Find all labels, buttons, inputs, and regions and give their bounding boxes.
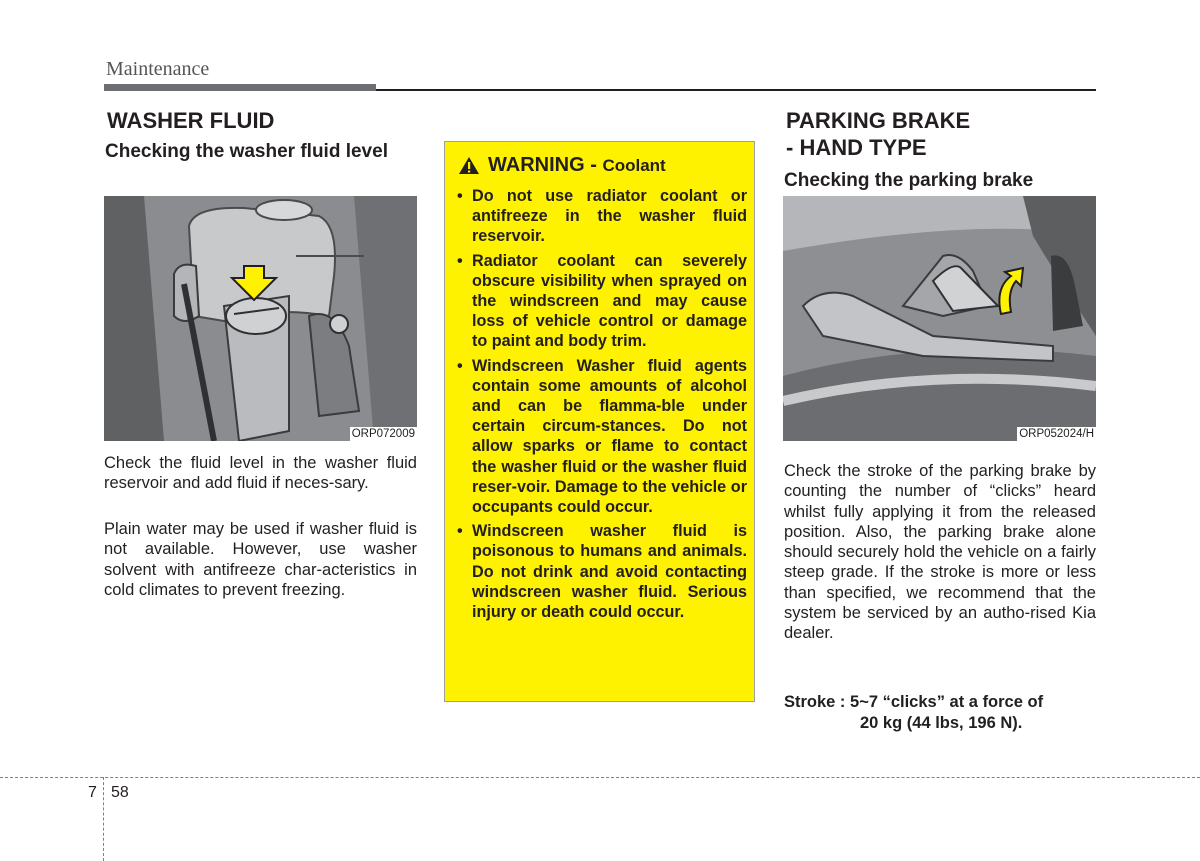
parking-brake-subtitle: Checking the parking brake: [784, 170, 1034, 191]
washer-paragraph-1: Check the fluid level in the washer fluid reservoir and add fluid if neces-sary.: [104, 454, 417, 493]
footer-divider: [0, 777, 1200, 778]
section-label: Maintenance: [106, 58, 210, 80]
footer-vertical-divider: [103, 777, 104, 861]
parking-brake-figure: [783, 196, 1096, 441]
warning-item: • Radiator coolant can severely obscure visibility when sprayed on the windscreen and may cause loss of vehicle control or damage to paint and body trim.: [457, 251, 747, 351]
washer-reservoir-figure: [104, 196, 417, 441]
stroke-spec: [784, 692, 1096, 734]
header-bar: [104, 84, 376, 91]
header-rule: [376, 89, 1096, 91]
figure-code: ORP072009: [351, 428, 415, 440]
washer-paragraph-2: Plain water may be used if washer fluid is not available. However, use washer solvent with antifreeze char-acteristics in cold climates to prevent freezing.: [104, 520, 417, 599]
parking-brake-paragraph: Check the stroke of the parking brake by counting the number of “clicks” heard whilst fully applying it from the released position. Also, the parking brake alone should securely hold the vehicle on a fairly steep grade. If the stroke is more or less than specified, we recommend that the system be serviced by an autho-rised Kia dealer.: [784, 462, 1096, 643]
warning-heading: [458, 154, 666, 177]
warning-list: [457, 186, 747, 626]
warning-triangle-icon: [458, 156, 480, 175]
warning-item: • Windscreen washer fluid is poisonous to humans and animals. Do not drink and avoid contacting windscreen washer fluid. Serious injury or death could occur.: [457, 522, 747, 622]
page-number: 58: [111, 784, 129, 801]
chapter-number: 7: [88, 784, 97, 801]
figure-code: ORP052024/H: [1019, 428, 1094, 440]
stroke-spec-line2: 20 kg (44 lbs, 196 N).: [860, 714, 1023, 732]
warning-box: [444, 141, 755, 702]
warning-item: • Do not use radiator coolant or antifreeze in the washer fluid reservoir.: [457, 187, 747, 246]
stroke-spec-line1: Stroke : 5~7 “clicks” at a force of: [784, 693, 1044, 711]
parking-brake-title: PARKING BRAKE: [786, 108, 971, 133]
warning-topic: Coolant: [602, 156, 666, 175]
parking-brake-illustration: [783, 196, 1096, 441]
warning-label: WARNING -: [488, 154, 603, 176]
warning-item: • Windscreen Washer fluid agents contain some amounts of alcohol and can be flamma-ble under certain circum-stances. Do not allow sparks or flame to contact the washer fluid or the washer fluid reser-voir. Damage to the vehicle or occupants could occur.: [457, 356, 747, 517]
washer-fluid-title: WASHER FLUID: [107, 108, 275, 133]
parking-brake-title-line2: - HAND TYPE: [786, 135, 927, 160]
washer-reservoir-illustration: [104, 196, 417, 441]
washer-fluid-subtitle: Checking the washer fluid level: [105, 141, 388, 162]
